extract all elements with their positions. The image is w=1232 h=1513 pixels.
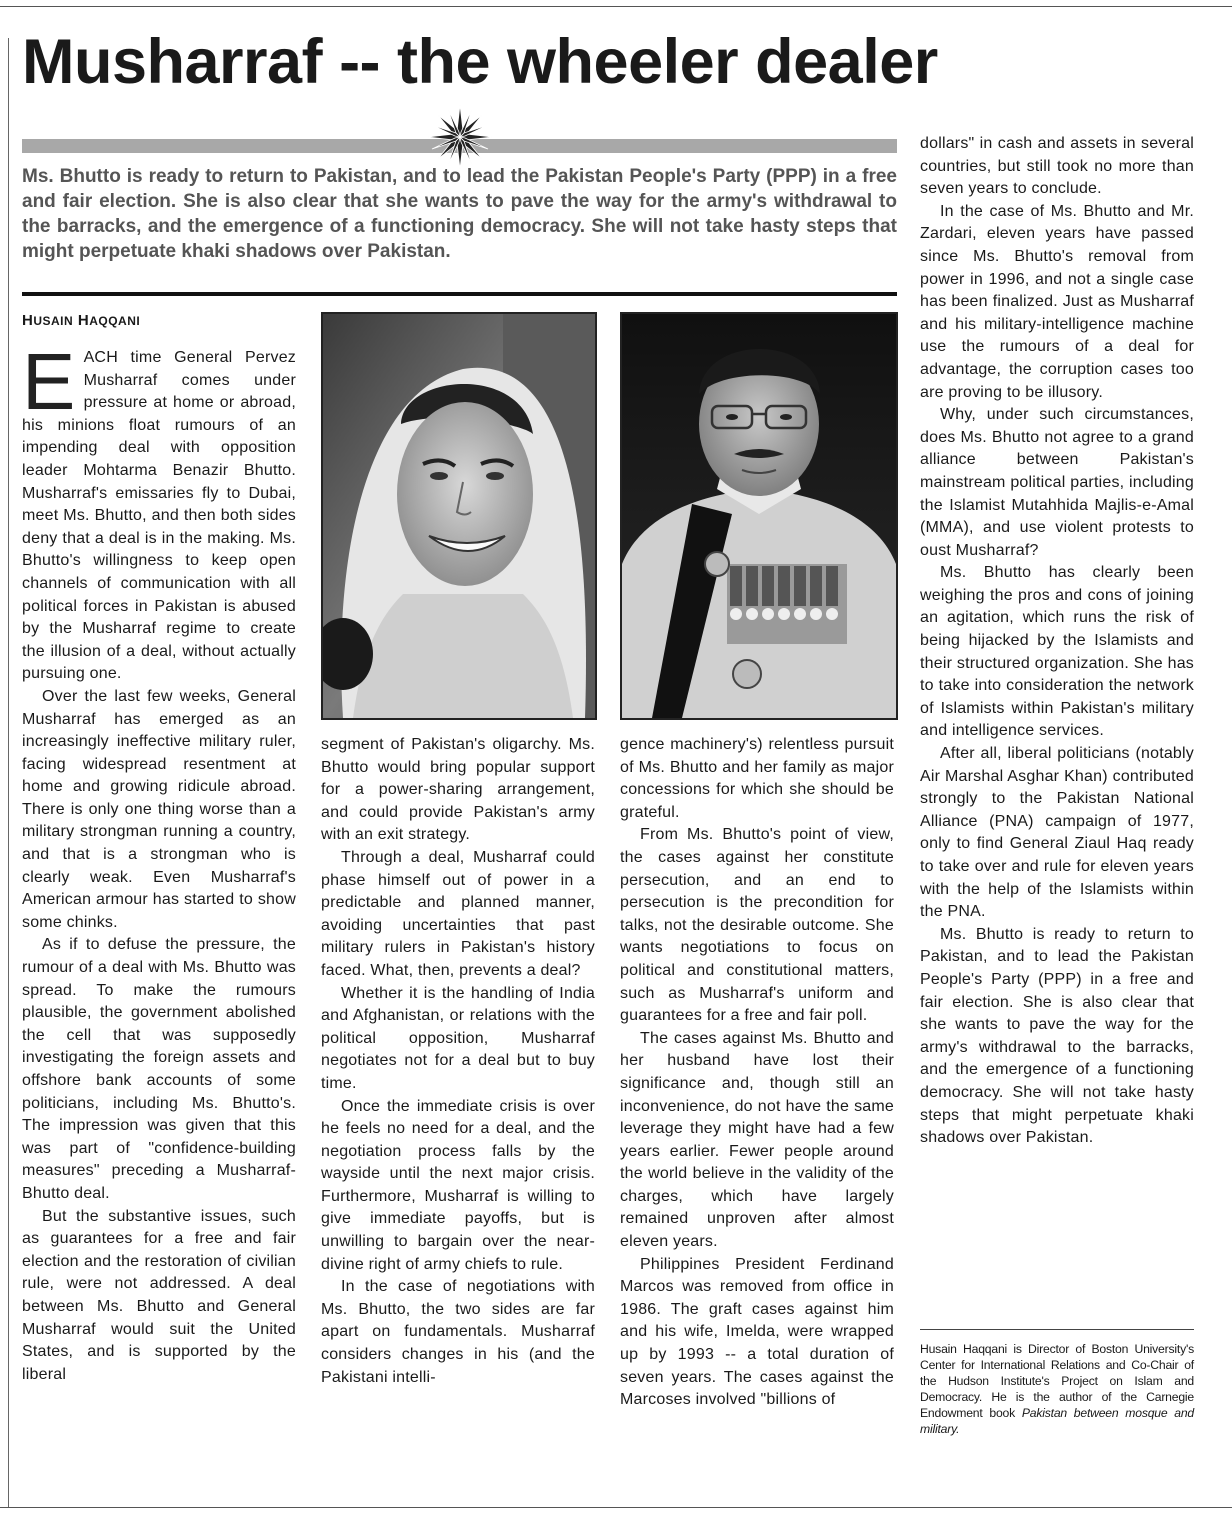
paragraph: Why, under such circumstances, does Ms. Bhutto not agree to a grand alliance between Pakistan's mainstream political parties, including the Islamist Mutahhida Majlis-e-Amal (MMA), and use violent protests to oust Musharraf? — [920, 406, 1194, 559]
article-column-3 — [620, 734, 894, 1412]
bio-rule — [920, 1329, 1194, 1330]
article-column-4 — [920, 133, 1194, 1150]
byline-last-initial: H — [77, 312, 90, 329]
paragraph: The cases against Ms. Bhutto and her husband have lost their significance and, though still an inconvenience, do not have the same leverage they might have had a few years earlier. Fewer people around the world believe in the validity of the charges, which have largely remained unproven after almost eleven years. — [620, 1029, 894, 1251]
byline — [22, 312, 140, 329]
bottom-rule — [0, 1507, 1232, 1508]
paragraph-text: ACH time General Pervez Musharraf comes under pressure at home or abroad, his minions float rumours of an impending deal with opposition leader Mohtarma Benazir Bhutto. Musharraf's emissaries fly to Dubai, meet Ms. Bhutto, and then both sides deny that a deal is in the making. Ms. Bhutto's willingness to keep open channels of communication with all political forces in Pakistan is abused by the Musharraf regime to create the illusion of a deal, without actually pursuing one. — [22, 349, 296, 683]
byline-first-initial: H — [22, 312, 34, 329]
paragraph: Once the immediate crisis is over he feels no need for a deal, and the negotiation process falls by the wayside until the next major crisis. Furthermore, Musharraf is willing to give immediate payoffs, but is unwilling to bargain over the near-divine right of army chiefs to rule. — [321, 1097, 595, 1273]
article-column-1 — [22, 337, 296, 1386]
paragraph: segment of Pakistan's oligarchy. Ms. Bhutto would bring popular support for a power-sharing arrangement, and could provide Pakistan's army with an exit strategy. — [321, 736, 595, 844]
paragraph: In the case of Ms. Bhutto and Mr. Zardari, eleven years have passed since Ms. Bhutto's removal from power in 1996, and not a single case has been finalized. Just as Musharraf and his military-intelligence machine use the rumours of a deal for advantage, the corruption cases too are proving to be illusory. — [920, 202, 1194, 401]
top-rule — [0, 6, 1232, 7]
paragraph: gence machinery's) relentless pursuit of Ms. Bhutto and her family as major concessions for which she should be grateful. — [620, 736, 894, 821]
left-rule — [8, 38, 9, 1508]
paragraph: Through a deal, Musharraf could phase himself out of power in a predictable and planned manner, avoiding uncertainties that past military rulers in Pakistan's history faced. What, then, prevents a deal? — [321, 848, 595, 979]
photo-pervez-musharraf — [620, 312, 898, 720]
paragraph: In the case of negotiations with Ms. Bhutto, the two sides are far apart on fundamentals. Musharraf considers changes in his (and the Pakistani intelli- — [321, 1278, 595, 1386]
paragraph — [22, 337, 296, 686]
byline-first-rest: USAIN — [33, 314, 74, 328]
headline: Musharraf -- the wheeler dealer — [22, 27, 938, 97]
paragraph: As if to defuse the pressure, the rumour of a deal with Ms. Bhutto was spread. To make the rumours plausible, the government abolished the cell that was supposedly investigating the foreign assets and offshore bank accounts of some politicians, including Ms. Bhutto's. The impression was given that this was part of "confidence-building measures" preceding a Musharraf-Bhutto deal. — [22, 936, 296, 1202]
paragraph: After all, liberal politicians (notably Air Marshal Asghar Khan) contributed strongly to the Pakistan National Alliance (PNA) campaign of 1977, only to find General Ziaul Haq ready to take over and rule for eleven years with the help of the Islamists within the PNA. — [920, 745, 1194, 921]
book-title: Pakistan between mosque and military. — [920, 1406, 1194, 1436]
paragraph: dollars" in cash and assets in several countries, but still took no more than seven years to conclude. — [920, 135, 1194, 198]
deck-summary: Ms. Bhutto is ready to return to Pakistan, and to lead the Pakistan People's Party (PPP) in a free and fair election. She is also clear that she wants to pave the way for the army's withdrawal to the barracks, and the emergence of a functioning democracy. She will not take hasty steps that might perpetuate khaki shadows over Pakistan. — [22, 166, 897, 262]
article-column-2 — [321, 734, 595, 1389]
photo-benazir-bhutto — [321, 312, 597, 720]
byline-last-rest: AQQANI — [89, 314, 141, 328]
paragraph: Over the last few weeks, General Musharraf has emerged as an increasingly ineffective military ruler, facing widespread resentment at home and growing ridicule abroad. There is only one thing worse than a military strongman running a country, and that is a strongman who is clearly weak. Even Musharraf's American armour has started to show some chinks. — [22, 687, 296, 931]
paragraph: Ms. Bhutto is ready to return to Pakistan, and to lead the Pakistan People's Party (PPP) in a free and fair election. She is also clear that she wants to pave the way for the army's withdrawal to the barracks, and the emergence of a functioning democracy. She will not take hasty steps that might perpetuate khaki shadows over Pakistan. — [920, 925, 1194, 1147]
deck-black-rule — [22, 292, 897, 296]
drop-cap: E — [22, 337, 76, 426]
paragraph: Philippines President Ferdinand Marcos was removed from office in 1986. The graft cases against him and his wife, Imelda, were wrapped up by 1993 -- a total duration of seven years. The cases against the Marcoses involved "billions of — [620, 1255, 894, 1409]
paragraph: From Ms. Bhutto's point of view, the cases against her constitute persecution, and an end to persecution is the precondition for talks, not the desirable outcome. She wants negotiations to focus on political and constitutional matters, such as Musharraf's uniform and guarantees for a free and fair poll. — [620, 826, 894, 1025]
paragraph: Whether it is the handling of India and Afghanistan, or relations with the political opposition, Musharraf negotiates not for a deal but to buy time. — [321, 984, 595, 1092]
author-bio — [920, 1341, 1194, 1437]
starburst-icon — [427, 104, 493, 170]
paragraph: Ms. Bhutto has clearly been weighing the pros and cons of joining an agitation, which runs the risk of being hijacked by the Islamists and their structured organization. She has to take into consideration the network of Islamists within Pakistan's military and intelligence services. — [920, 564, 1194, 740]
paragraph: But the substantive issues, such as guarantees for a free and fair election and the restoration of civilian rule, were not addressed. A deal between Ms. Bhutto and General Musharraf would suit the United States, and is supported by the liberal — [22, 1207, 296, 1383]
author-bio-text: Husain Haqqani is Director of Boston University's Center for International Relations and Co-Chair of the Hudson Institute's Project on Islam and Democracy. He is the author of the Carnegie Endowment book — [920, 1342, 1194, 1420]
